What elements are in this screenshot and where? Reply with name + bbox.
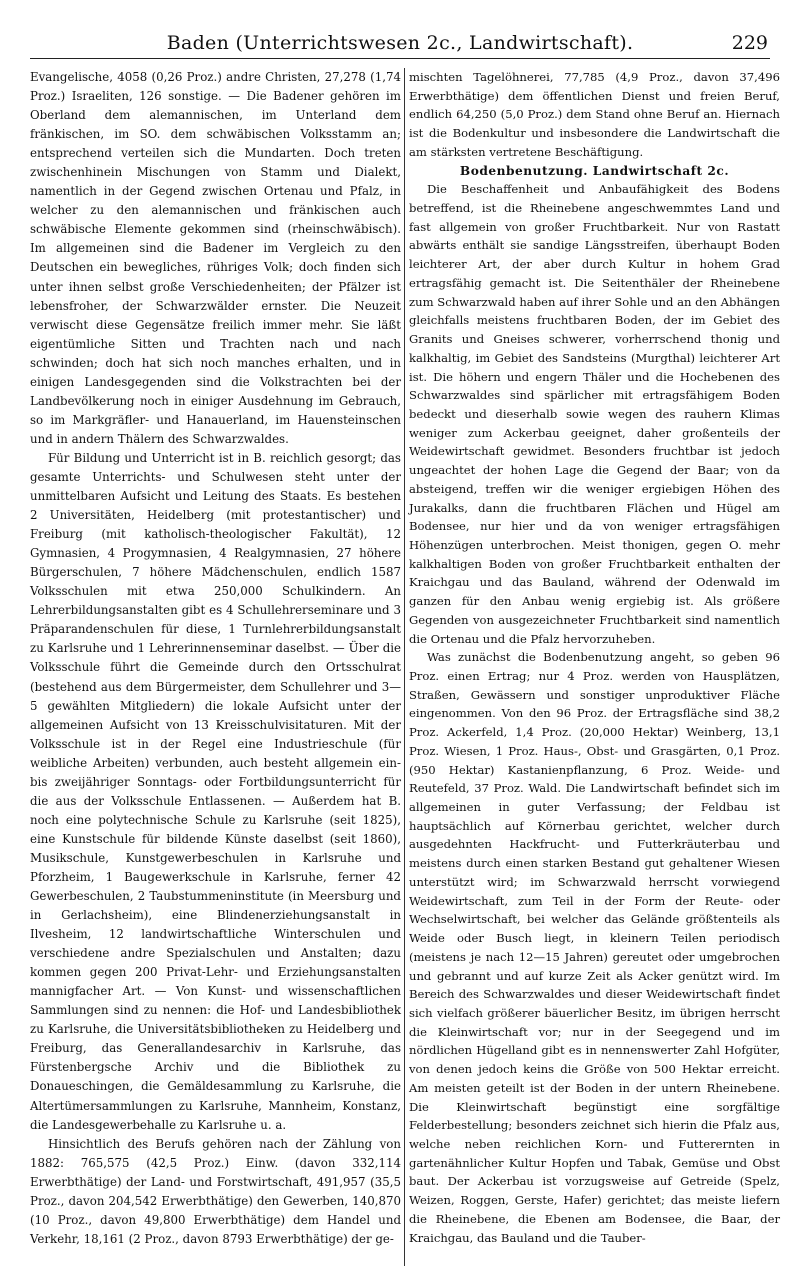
paragraph: Für Bildung und Unterricht ist in B. reichlich gesorgt; das gesamte Unterrichts- und Schulwesen steht unter der unmittelbaren Aufsicht und Leitung des Staats. Es bestehen 2 Universitäten, Heidelberg (mit protestantischer) und Freiburg (mit katholisch-theologischer Fakultät), 12 Gymnasien, 4 Progymnasien, 4 Realgymnasien, 27 höhere Bürgerschulen, 7 höhere Mädchenschulen, endlich 1587 Volksschulen mit etwa 250,000 Schulkindern. An Lehrerbildungsanstalten gibt es 4 Schullehrerseminare und 3 Präparandenschulen für diese, 1 Turnlehrerbildungsanstalt zu Karlsruhe und 1 Lehrerinnenseminar daselbst. — Über die Volksschule führt die Gemeinde durch den Ortsschulrat (bestehend aus dem Bürgermeister, dem Schullehrer und 3—5 gewählten Mitgliedern) die lokale Aufsicht unter der allgemeinen Aufsicht von 13 Kreisschulvisitaturen. Mit der Volksschule ist in der Regel eine Industrieschule (für weibliche Arbeiten) verbunden, auch besteht allgemein ein- bis zweijähriger Sonntags- oder Fortbildungsunterricht für die aus der Volksschule Entlassenen. — Außerdem hat B. noch eine polytechnische Schule zu Karlsruhe (seit 1825), eine Kunstschule für bildende Künste daselbst (seit 1860), Musikschule, Kunstgewerbeschulen in Karlsruhe und Pforzheim, 1 Baugewerkschule in Karlsruhe, ferner 42 Gewerbeschulen, 2 Taubstummeninstitute (in Meersburg und in Gerlachsheim), eine Blindenerziehungsanstalt in Ilvesheim, 12 landwirtschaftliche Winterschulen und verschiedene andre Spezialschulen und Anstalten; dazu kommen gegen 200 Privat-Lehr- und Erziehungsanstalten mannigfacher Art. — Von Kunst- und wissenschaftlichen Sammlungen sind zu nennen: die Hof- und Landesbibliothek zu Karlsruhe, die Universitätsbibliotheken zu Heidelberg und Freiburg, das Generallandesarchiv in Karlsruhe, das Fürstenbergsche Archiv und die Bibliothek zu Donaueschingen, die Gemäldesammlung zu Karlsruhe, die Altertümersammlungen zu Karlsruhe, Mannheim, Konstanz, die Landesgewerbehalle zu Karlsruhe u. a.: [30, 450, 401, 1132]
section-heading: Bodenbenutzung. Landwirtschaft 2c.: [459, 163, 730, 178]
paragraph: Was zunächst die Bodenbenutzung angeht, so geben 96 Proz. einen Ertrag; nur 4 Proz. werden von Hausplätzen, Straßen, Gewässern und sonstiger unproduktiver Fläche eingenommen. Von den 96 Proz. der Ertragsfläche sind 38,2 Proz. Ackerfeld, 1,4 Proz. (20,000 Hektar) Weinberg, 13,1 Proz. Wiesen, 1 Proz. Haus-, Obst- und Grasgärten, 0,1 Proz. (950 Hektar) Kastanienpflanzung, 6 Proz. Weide- und Reutefeld, 37 Proz. Wald. Die Landwirtschaft befindet sich im allgemeinen in guter Verfassung; der Feldbau ist hauptsächlich auf Körnerbau gerichtet, welcher durch ausgedehnten Hackfrucht- und Futterkräuterbau und meistens durch einen starken Bestand gut gehaltener Wiesen unterstützt wird; im Schwarzwald herrscht vorwiegend Weidewirtschaft, zum Teil in der Form der Reute- oder Wechselwirtschaft, bei welcher das Gelände größtenteils als Weide oder Busch liegt, in kleinern Teilen periodisch (meistens je nach 12—15 Jahren) gereutet oder umgebrochen und gebrannt und auf kurze Zeit als Acker genützt wird. Im Bereich des Schwarzwaldes und dieser Weidewirtschaft findet sich vielfach größerer bäuerlicher Besitz, im übrigen herrscht die Kleinwirtschaft vor; nur in der Seegegend und im nördlichen Hügelland gibt es in nennenswerter Zahl Hofgüter, von denen jedoch keins die Größe von 500 Hektar erreicht. Am meisten geteilt ist der Boden in der untern Rheinebene. Die Kleinwirtschaft begünstigt eine sorgfältige Felderbestellung; besonders zeichnet sich hierin die Pfalz aus, welche neben reichlichen Korn- und Futterernten in gartenähnlicher Kultur Hopfen und Tabak, Gemüse und Obst baut. Der Ackerbau ist vorzugsweise auf Getreide (Spelz, Weizen, Roggen, Gerste, Hafer) gerichtet; das meiste liefern die Rheinebene, die Ebenen am Bodensee, die Baar, der Kraichgau, das Bauland und die Tauber-: [409, 650, 780, 1245]
paragraph: Hinsichtlich des Berufs gehören nach der Zählung von 1882: 765,575 (42,5 Proz.) Einw. (davon 332,114 Erwerbthätige) der Land- und Forstwirtschaft, 491,957 (35,5 Proz., davon 204,542 Erwerbthätige) den Gewerben, 140,870 (10 Proz., davon 49,800 Erwerbthätige) dem Handel und Verkehr, 18,161 (2 Proz., davon 8793 Erwerbthätige) der ge-: [30, 1136, 401, 1246]
page-title: Baden (Unterrichtswesen 2c., Landwirtschaft).: [166, 32, 634, 54]
left-column: [30, 68, 401, 1249]
paragraph: Evangelische, 4058 (0,26 Proz.) andre Christen, 27,278 (1,74 Proz.) Israeliten, 126 sonstige. — Die Badener gehören im Oberland dem alemannischen, im Unterland dem fränkischen, im SO. dem schwäbischen Volksstamm an; entsprechend verteilen sich die Mundarten. Doch treten zwischenhinein Mischungen von Stamm und Dialekt, namentlich in der Gegend zwischen Ortenau und Pfalz, in welcher zu den alemannischen und fränkischen auch schwäbische Elemente gekommen sind (rheinschwäbisch). Im allgemeinen sind die Badener im Vergleich zu den Deutschen ein bewegliches, rühriges Volk; doch finden sich unter ihnen selbst große Verschiedenheiten; der Pfälzer ist lebensfroher, der Schwarzwälder ernster. Die Neuzeit verwischt diese Gegensätze freilich immer mehr. Sie läßt eigentümliche Sitten und Trachten nach und nach schwinden; doch hat sich noch manches erhalten, und in einigen Landesgegenden sind die Volkstrachten bei der Landbevölkerung noch in einiger Ausdehnung im Gebrauch, so im Markgräfler- und Hanauerland, im Hauensteinschen und in andern Thälern des Schwarzwaldes.: [30, 70, 401, 446]
column-divider: [404, 68, 405, 1266]
running-header: [30, 28, 770, 59]
right-column: [409, 68, 780, 1247]
paragraph: Die Beschaffenheit und Anbaufähigkeit des Bodens betreffend, ist die Rheinebene angeschwemmtes Land und fast allgemein von großer Fruchtbarkeit. Nur von Rastatt abwärts enthält sie sandige Längsstreifen, überhaupt Boden leichterer Art, der aber durch Kultur in hohem Grad ertragsfähig gemacht ist. Die Seitenthäler der Rheinebene zum Schwarzwald haben auf ihrer Sohle und an den Abhängen gleichfalls meistens fruchtbaren Boden, der im Gebiet des Granits und Gneises schwerer, vorherrschend thonig und kalkhaltig, im Gebiet des Sandsteins (Murgthal) leichterer Art ist. Die höhern und engern Thäler und die Hochebenen des Schwarzwaldes sind spärlicher mit ertragsfähigem Boden bedeckt und dieserhalb sowie wegen des rauhern Klimas weniger zum Ackerbau geeignet, daher großenteils der Weidewirtschaft gewidmet. Besonders fruchtbar ist jedoch ungeachtet der hohen Lage die Gegend der Baar; von da absteigend, treffen wir die weniger ergiebigen Höhen des Jurakalks, dann die fruchtbaren Flächen und Hügel am Bodensee, nur hier und da von weniger ertragsfähigen Höhenzügen unterbrochen. Meist thonigen, gegen O. mehr kalkhaltigen Boden von großer Fruchtbarkeit enthalten der Kraichgau und das Bauland, während der Odenwald im ganzen für den Anbau wenig ergiebig ist. Als größere Gegenden von ausgezeichneter Fruchtbarkeit sind namentlich die Ortenau und die Pfalz hervorzuheben.: [409, 182, 780, 646]
paragraph: mischten Tagelöhnerei, 77,785 (4,9 Proz., davon 37,496 Erwerbthätige) dem öffentlichen Dienst und freien Beruf, endlich 64,250 (5,0 Proz.) dem Stand ohne Beruf an. Hiernach ist die Bodenkultur und insbesondere die Landwirtschaft die am stärksten vertretene Beschäftigung.: [409, 70, 780, 159]
page-number: 229: [731, 32, 768, 54]
